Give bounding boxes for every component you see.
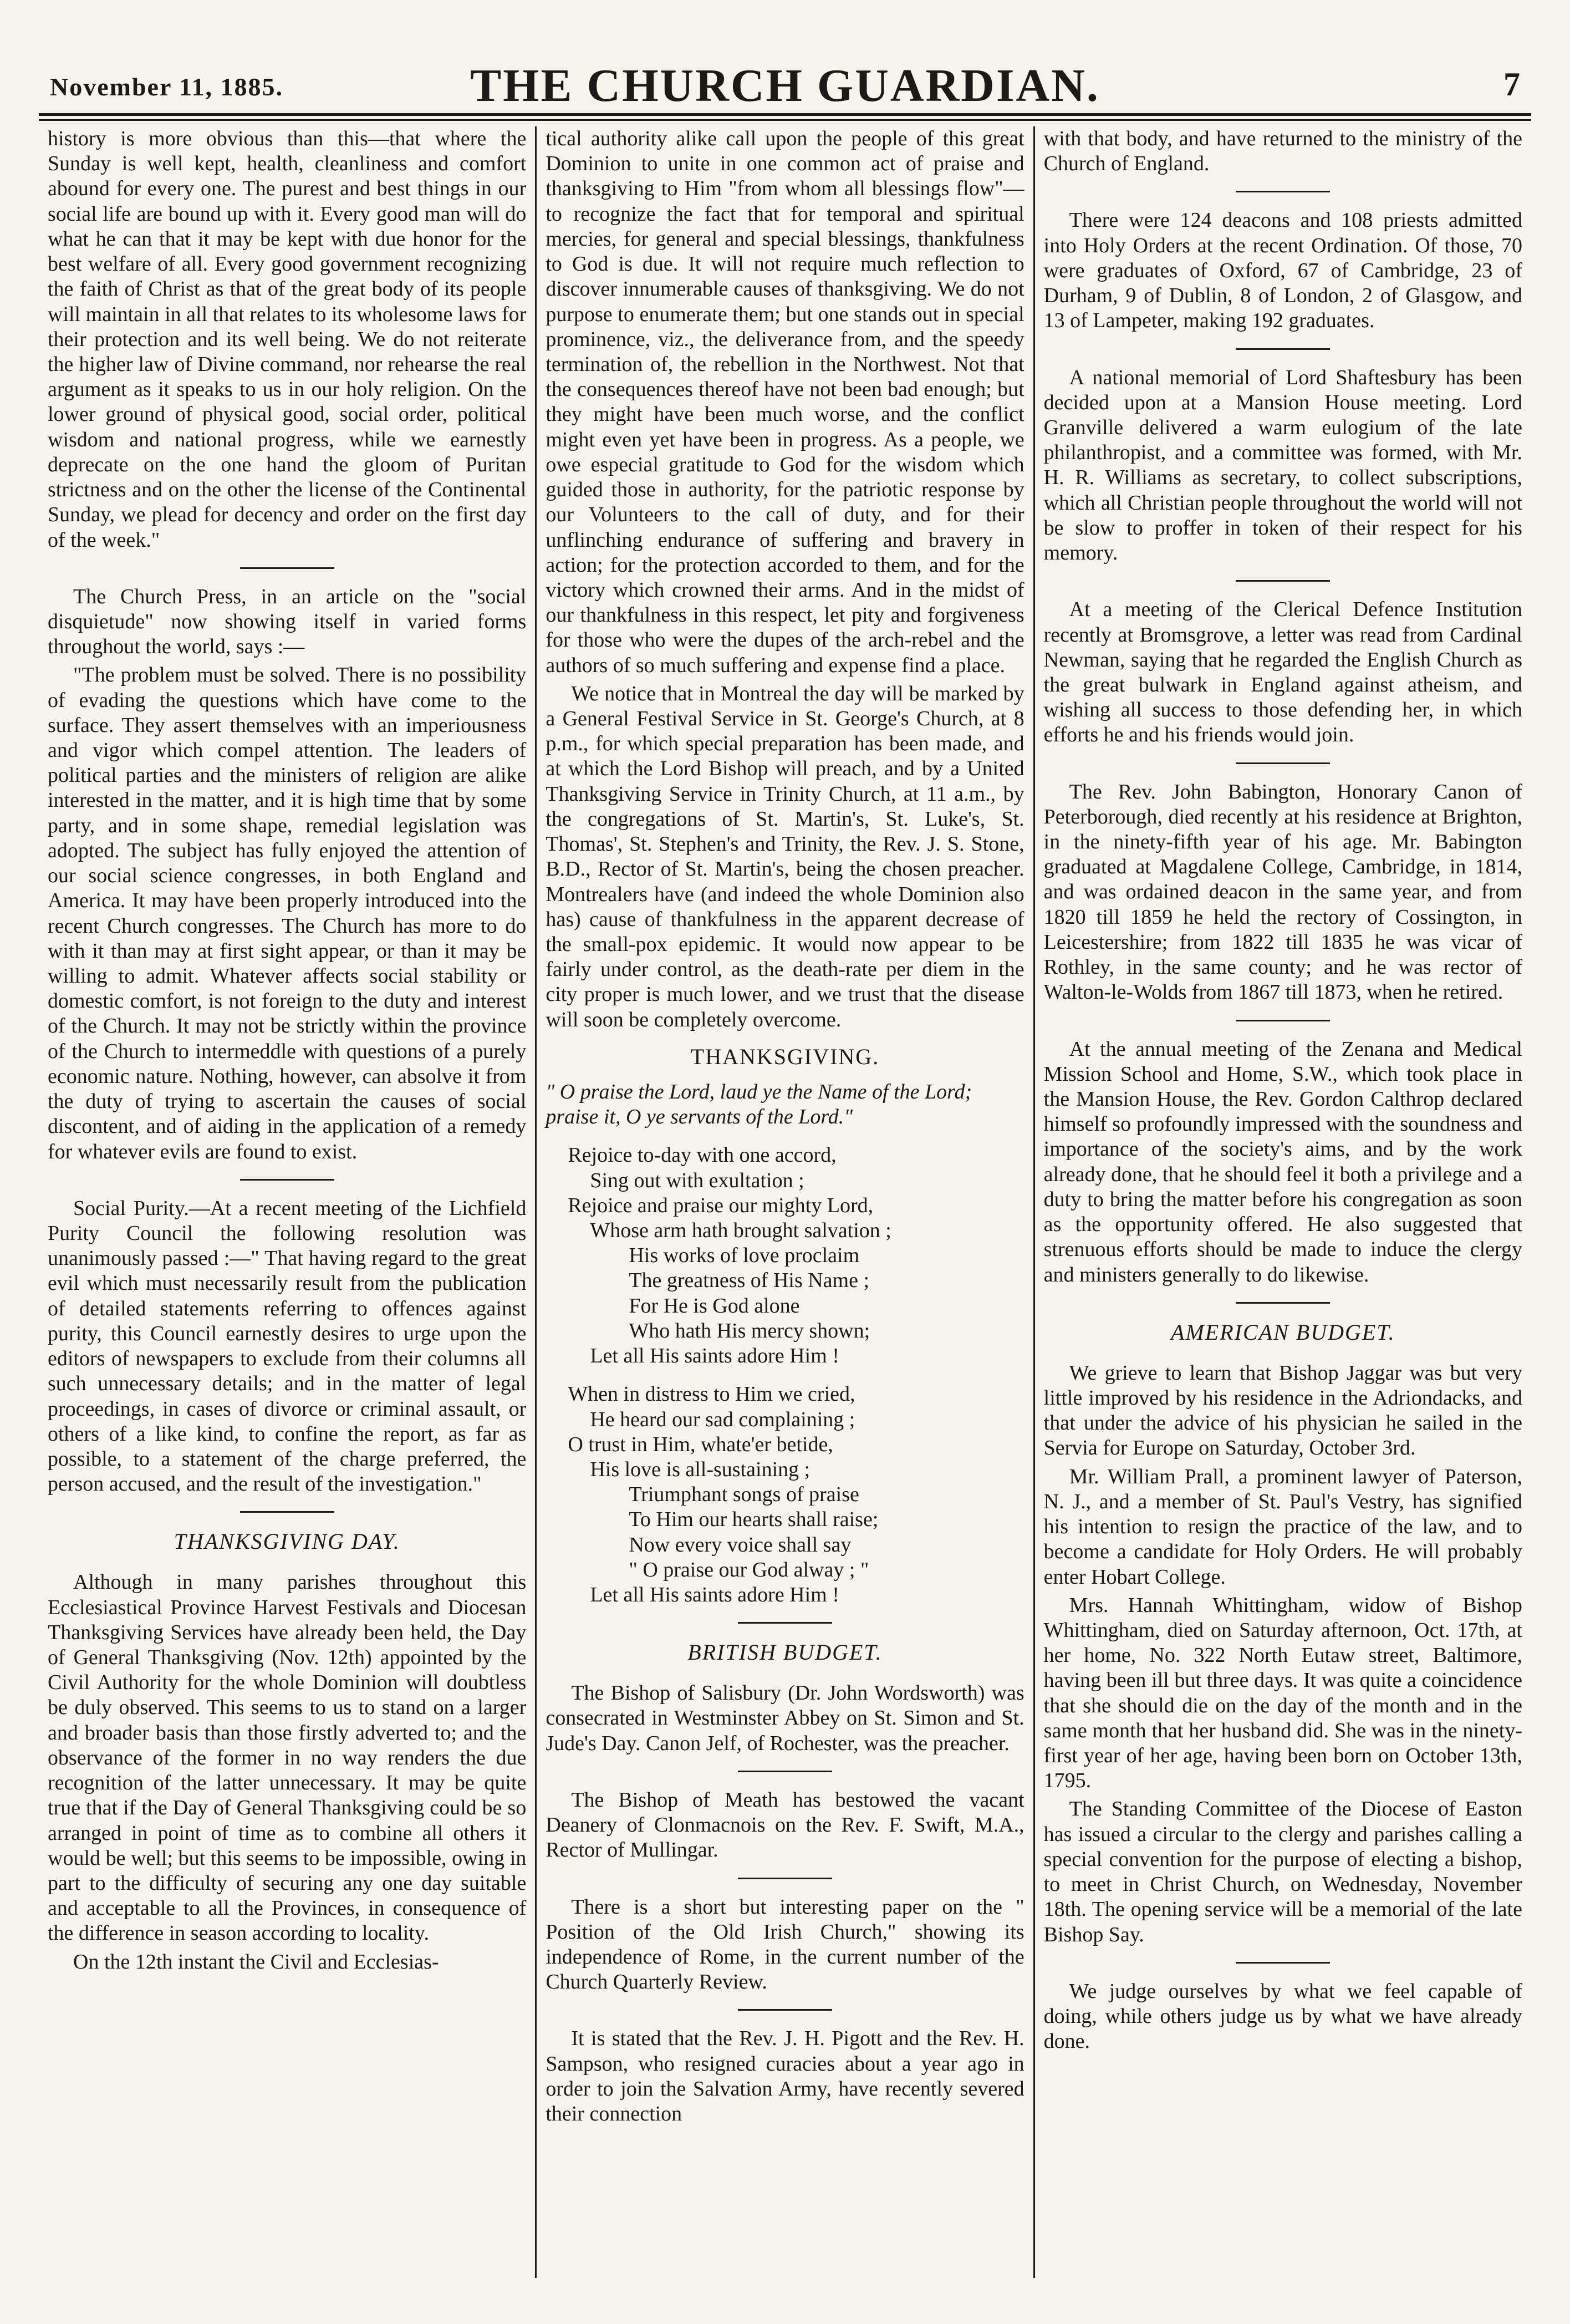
separator — [738, 1622, 832, 1624]
separator — [738, 2009, 832, 2011]
paragraph: We grieve to learn that Bishop Jaggar was but very little improved by his residence in the Adriondacks, and that under the advice of his physician he sailed in the Servia for Europe on Saturday, October 3rd. — [1043, 1361, 1522, 1460]
paragraph: There is a short but interesting paper on the " Position of the Old Irish Church," showing its independence of Rome, in the current number of the Church Quarterly Review. — [546, 1895, 1024, 1994]
paragraph: A national memorial of Lord Shaftesbury has been decided upon at a Mansion House meeting. Lord Granville delivered a warm eulogium of the late philanthropist, and a committee was formed, with Mr. H. R. Williams as secretary, to collect subscriptions, which all Christian people throughout the world will not be slow to proffer in token of their respect for his memory. — [1043, 365, 1522, 565]
separator — [1236, 762, 1330, 764]
verse-line: Let all His saints adore Him ! — [590, 1344, 839, 1368]
verse-line: He heard our sad complaining ; — [590, 1407, 855, 1431]
issue-date: November 11, 1885. — [50, 73, 284, 101]
paragraph: tical authority alike call upon the people of this great Dominion to unite in one common act of praise and thanksgiving to Him "from whom all blessings flow"—to recognize the fact that for temporal and spiritual mercies, for general and special blessings, thankfulness to God is due. It will not require much reflection to discover innumerable causes of thanksgiving. We do not purpose to enumerate them; but one stands out in special prominence, viz., the deliverance from, and the speedy termination of, the rebellion in the Northwest. Not that the consequences thereof have not been bad enough; but they might have been much worse, and the conflict might even yet have been in progress. As a people, we owe especial gratitude to God for the wisdom which guided those in authority, for the patriotic response by our Volunteers to the call of duty, and for their unflinching endurance of suffering and bravery in action; for the protection accorded to them, and for the victory which crowned their arms. And in the midst of our thankfulness in this respect, let pity and forgiveness for those who were the dupes of the arch-rebel and the authors of so much suffering and expense find a place. — [546, 127, 1024, 677]
separator — [1236, 1302, 1330, 1304]
separator — [240, 567, 334, 569]
section-heading: AMERICAN BUDGET. — [1171, 1319, 1395, 1345]
separator — [240, 1511, 334, 1513]
paragraph: Mr. William Prall, a prominent lawyer of Paterson, N. J., and a member of St. Paul's Vestry, has signified his intention to resign the practice of the law, and to become a candidate for Holy Orders. He will probably enter Hobart College. — [1043, 1464, 1522, 1589]
verse-line: Who hath His mercy shown; — [629, 1319, 870, 1342]
verse-line: His love is all-sustaining ; — [590, 1457, 811, 1481]
poem-title: THANKSGIVING. — [690, 1044, 880, 1069]
paragraph: At a meeting of the Clerical Defence Institution recently at Bromsgrove, a letter was read from Cardinal Newman, saying that he regarded the English Church as the great bulwark in England against atheism, and wishing all success to those defending her, in which efforts he and his friends would join. — [1043, 598, 1522, 747]
verse-line: Sing out with exultation ; — [590, 1168, 804, 1192]
poem-epigraph: " O praise the Lord, laud ye the Name of the Lord; praise it, O ye servants of the Lord." — [546, 1080, 972, 1129]
paragraph: There were 124 deacons and 108 priests admitted into Holy Orders at the recent Ordination. Of those, 70 were graduates of Oxford, 67 of Cambridge, 23 of Durham, 9 of Dublin, 8 of London, 2 of Glasgow, and 13 of Lampeter, making 192 graduates. — [1043, 209, 1522, 333]
paragraph: We judge ourselves by what we feel capable of doing, while others judge us by what we have already done. — [1043, 1979, 1522, 2053]
verse-line: " O praise our God alway ; " — [629, 1558, 869, 1581]
masthead-rule — [39, 119, 1531, 121]
paragraph: It is stated that the Rev. J. H. Pigott and the Rev. H. Sampson, who resigned curacies about a year ago in order to join the Salvation Army, have recently severed their connection — [546, 2027, 1024, 2126]
paragraph: On the 12th instant the Civil and Ecclesias- — [73, 1950, 439, 1974]
separator — [1236, 580, 1330, 582]
paragraph: Social Purity.—At a recent meeting of the Lichfield Purity Council the following resolution was unanimously passed :—" That having regard to the great evil which must necessarily result from the publication of detailed statements referring to offences against purity, this Council earnestly desires to urge upon the editors of newspapers to exclude from their columns all such unnecessary details; and in the matter of legal proceedings, in cases of divorce or criminal assault, or others of a like kind, to confine the report, as far as possible, to a statement of the charge preferred, the person accused, and the result of the investigation." — [48, 1196, 527, 1496]
paragraph: The Rev. John Babington, Honorary Canon of Peterborough, died recently at his residence at Brighton, in the ninety-fifth year of his age. Mr. Babington graduated at Magdalene College, Cambridge, in 1814, and was ordained deacon in the same year, and from 1820 till 1859 he held the rectory of Cossington, in Leicestershire; from 1822 till 1835 he was vicar of Rothley, in the same county; and he was rector of Walton-le-Wolds from 1867 till 1873, when he retired. — [1043, 780, 1522, 1004]
separator — [738, 1878, 832, 1879]
paragraph: Although in many parishes throughout this Ecclesiastical Province Harvest Festivals and Diocesan Thanksgiving Services have already been held, the Day of General Thanksgiving (Nov. 12th) appointed by the Civil Authority for the whole Dominion will doubtless be duly observed. This seems to us to stand on a larger and broader basis than those firstly adverted to; and the observance of the former in no way renders the due recognition of the latter unnecessary. It may be quite true that if the Day of General Thanksgiving could be so arranged in point of time as to combine all others it would be well; but this seems to be impossible, owing in part to the difficulty of securing any one day suitable and acceptable to all the Provinces, in consequence of the difference in season according to locality. — [48, 1570, 527, 1945]
column-3 — [1033, 126, 1531, 2278]
verse-line: Whose arm hath brought salvation ; — [590, 1218, 891, 1242]
paragraph: The Bishop of Meath has bestowed the vacant Deanery of Clonmacnois on the Rev. F. Swift, M.A., Rector of Mullingar. — [546, 1788, 1024, 1862]
column-1 — [39, 126, 535, 2278]
paragraph: The Standing Committee of the Diocese of Easton has issued a circular to the clergy and parishes calling a special convention for the purpose of electing a bishop, to meet in Christ Church, on Wednesday, November 18th. The opening service will be a memorial of the late Bishop Say. — [1043, 1797, 1522, 1946]
verse-line: When in distress to Him we cried, — [568, 1382, 855, 1406]
separator — [1236, 1020, 1330, 1021]
masthead — [39, 43, 1531, 116]
verse-line: Rejoice to-day with one accord, — [568, 1143, 837, 1167]
newspaper-title: THE CHURCH GUARDIAN. — [470, 60, 1100, 111]
section-heading: BRITISH BUDGET. — [687, 1640, 883, 1665]
section-heading: THANKSGIVING DAY. — [174, 1529, 400, 1554]
verse-line: Let all His saints adore Him ! — [590, 1583, 839, 1607]
separator — [1236, 191, 1330, 192]
columns — [39, 126, 1531, 2278]
paragraph: At the annual meeting of the Zenana and Medical Mission School and Home, S.W., which took place in the Mansion House, the Rev. Gordon Calthrop declared himself so profoundly impressed with the soundness and importance of the society's aims, and by the work already done, that he should feel it both a privilege and a duty to bring the matter before his congregation as soon as the opportunity offered. He also suggested that strenuous efforts should be made to induce the clergy and ministers generally to do likewise. — [1043, 1037, 1522, 1286]
paragraph: We notice that in Montreal the day will be marked by a General Festival Service in St. George's Church, at 8 p.m., for which special preparation has been made, and at which the Lord Bishop will preach, and by a United Thanksgiving Service in Trinity Church, at 11 a.m., by the congregations of St. Martin's, St. Luke's, St. Thomas', St. Stephen's and Trinity, the Rev. J. S. Stone, B.D., Rector of St. Martin's, being the chosen preacher. Montrealers have (and indeed the whole Dominion also has) cause of thankfulness in the apparent decrease of the small-pox epidemic. It would now appear to be fairly under control, as the death-rate per diem in the city proper is much lower, and we trust that the disease will soon be completely overcome. — [546, 682, 1024, 1031]
separator — [1236, 1962, 1330, 1964]
page-number: 7 — [1503, 66, 1520, 103]
paragraph: Mrs. Hannah Whittingham, widow of Bishop Whittingham, died on Saturday afternoon, Oct. 17th, at her home, No. 322 North Eutaw street, Baltimore, having been ill but three days. It was quite a coincidence that she should die on the day of the month and in the same month that her husband did. She was in the ninety-first year of her age, having been born on October 13th, 1795. — [1043, 1593, 1522, 1793]
verse-line: His works of love proclaim — [629, 1244, 860, 1268]
verse-line: Rejoice and praise our mighty Lord, — [568, 1193, 874, 1217]
verse-line: To Him our hearts shall raise; — [629, 1508, 879, 1532]
verse-line: The greatness of His Name ; — [629, 1269, 870, 1293]
separator — [1236, 348, 1330, 350]
paragraph: "The problem must be solved. There is no possibility of evading the questions which have come to the surface. They assert themselves with an imperiousness and vigor which compel attention. The leaders of political parties and the ministers of religion are alike interested in the matter, and it is high time that by some party, and in some shape, remedial legislation was adopted. The subject has fully enjoyed the attention of our social science congresses, in both England and America. It may have been properly introduced into the recent Church congresses. The Church has more to do with it than may at first sight appear, or than it may be willing to admit. Whatever affects social stability or domestic comfort, is not foreign to the duty and interest of the Church. It may not be strictly within the province of the Church to intermeddle with questions of a purely economic nature. Nothing, however, can absolve it from the duty of trying to ascertain the causes of social discontent, and of aiding in the application of a remedy for whatever evils are found to exist. — [48, 663, 527, 1163]
poem-stanza-2 — [546, 1382, 1024, 1608]
verse-line: Now every voice shall say — [629, 1533, 852, 1557]
separator — [738, 1771, 832, 1772]
poem-stanza-1 — [546, 1143, 1024, 1369]
paragraph: The Bishop of Salisbury (Dr. John Wordsworth) was consecrated in Westminster Abbey on St. Simon and St. Jude's Day. Canon Jelf, of Rochester, was the preacher. — [546, 1681, 1024, 1755]
verse-line: Triumphant songs of praise — [629, 1483, 859, 1507]
separator — [240, 1179, 334, 1181]
column-2 — [535, 126, 1033, 2278]
paragraph: history is more obvious than this—that where the Sunday is well kept, health, cleanliness and comfort abound for every one. The purest and best things in our social life are bound up with it. Every good man will do what he can that it may be kept with due honor for the best welfare of all. Every good government recognizing the faith of Christ as that of the great body of its people will maintain in all that relates to its wholesome laws for their protection and its well being. We do not reiterate the higher law of Divine command, nor rehearse the real argument as it speaks to us in our holy religion. On the lower ground of physical good, social order, political wisdom and national progress, while we earnestly deprecate on the one hand the gloom of Puritan strictness and on the other the license of the Continental Sunday, we plead for decency and order on the first day of the week." — [48, 127, 527, 552]
newspaper-page — [39, 43, 1531, 2289]
verse-line: For He is God alone — [629, 1294, 800, 1318]
paragraph: with that body, and have returned to the ministry of the Church of England. — [1043, 127, 1522, 176]
verse-line: O trust in Him, whate'er betide, — [568, 1432, 833, 1456]
paragraph: The Church Press, in an article on the "social disquietude" now showing itself in varied forms throughout the world, says :— — [48, 584, 527, 659]
